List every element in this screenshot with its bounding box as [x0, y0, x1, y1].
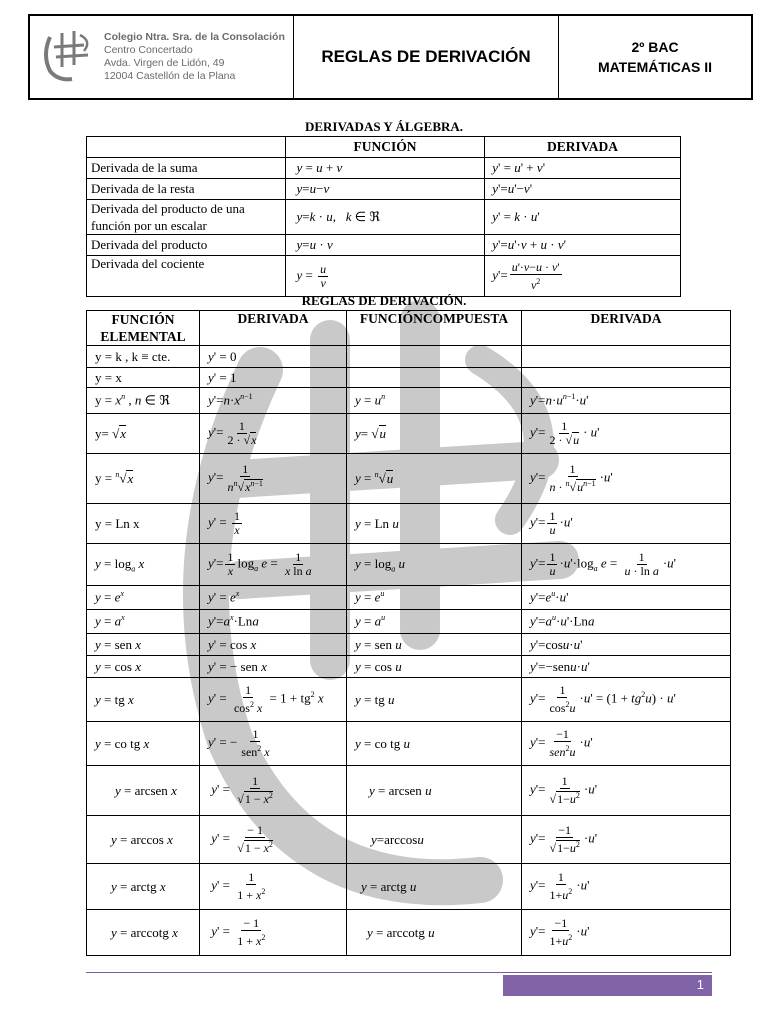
- page-header: [28, 14, 753, 100]
- table-row: Derivada de la suma y = u + v y' = u' + v': [87, 158, 681, 179]
- footer-rule: [86, 972, 712, 973]
- table-row: $y = e^x$ $y' = e^x$ $y = e^u$ $y'=e^u\cdot u'$: [87, 586, 731, 610]
- table-row: y = sen x y' = cos x y = sen u y'=cosu·u': [87, 634, 731, 656]
- table-row: y = k , k ≡ cte. y' = 0: [87, 346, 731, 368]
- table-row: Derivada del cociente y = $\frac{u}{v}$ y'= $\frac{u'\cdot v-u \cdot v'}{v^2}$: [87, 256, 681, 297]
- table-row: y = arccos x y' = $\frac{- 1}{√1 - x^2}$ y=arccosu y'= $\frac{-1}{√1-u^2}$ ·u': [87, 816, 731, 864]
- table-row: y = cos x y' = − sen x y = cos u y'=−senu·u': [87, 656, 731, 678]
- table-row: Derivada del producto y=u · v y'=u'·v + u · v': [87, 235, 681, 256]
- table-row: y = tg x y' = $\frac{1}{\cos^2 x}$ = $1 + tg^2$ x y = tg u y'= $\frac{1}{\cos^2u}$ $\cdot u' = (1 + tg^2u) \cdot u'$: [87, 678, 731, 722]
- table-row: Derivada de la resta y=u−v y'=u'−v': [87, 179, 681, 200]
- col-derivada-1: DERIVADA: [200, 311, 347, 346]
- rules-title: REGLAS DE DERIVACIÓN.: [301, 293, 467, 308]
- col-funcion-compuesta: FUNCIÓNCOMPUESTA: [347, 311, 522, 346]
- school-logo-icon: [40, 27, 98, 87]
- table-row: y = arccotg x y' = $\frac{- 1}{1 + x^2}$ y = arccotg u y'= $\frac{-1}{1+u^2}$ ·u': [87, 910, 731, 956]
- school-block: [30, 16, 294, 98]
- col-derivada-2: DERIVADA: [522, 311, 731, 346]
- page-number: 1: [696, 977, 704, 992]
- school-name: Colegio Ntra. Sra. de la Consolación: [104, 31, 285, 43]
- table-row: y = $^n$√x y'= $\frac{1}{n^n√x^{n-1}}$ y = $^n$√u y'= $\frac{1}{n \cdot ^n√u^{n-1}}$ ·u': [87, 454, 731, 504]
- school-address: Avda. Virgen de Lidón, 49: [104, 57, 225, 69]
- table-row: y = Ln x y' = $\frac{1}{x}$ y = Ln u y'= $\frac{1}{u}$ ·u': [87, 504, 731, 544]
- algebra-table: [86, 136, 681, 297]
- col-derivada: DERIVADA: [485, 137, 681, 158]
- rules-table: [86, 310, 731, 956]
- table-row: $y = a^x$ $y'=a^x\cdot Lna$ $y = a^u$ $y'=a^u\cdot u'\cdot Lna$: [87, 610, 731, 634]
- page-title: REGLAS DE DERIVACIÓN: [294, 16, 559, 98]
- table-row: y = arcsen x y' = $\frac{1}{√1 - x^2}$ y = arcsen u y'= $\frac{1}{√1-u^2}$ ·u': [87, 766, 731, 816]
- table-row: y = x y' = 1: [87, 368, 731, 388]
- table-row: y = arctg x y' = $\frac{1}{1 + x^2}$ y = arctg u y'= $\frac{1}{1+u^2}$ ·u': [87, 864, 731, 910]
- table-row: y= √x y'= $\frac{1}{2 \cdot √x}$ y= √u y'= $\frac{1}{2 \cdot √u}$ · u': [87, 414, 731, 454]
- table-row: Derivada del producto de una función por un escalar y=k · u, k ∈ ℜ y' = k · u': [87, 200, 681, 235]
- table-row: $y = x^n$ , n ∈ ℜ $y'=n\cdot x^{n-1}$ $y = u^n$ $y'=n\cdot u^{n-1}\cdot u'$: [87, 388, 731, 414]
- course-block: [559, 16, 751, 98]
- table-row: y = co tg x y' = − $\frac{1}{sen^2 x}$ y = co tg u y'= $\frac{-1}{sen^2u}$ ·u': [87, 722, 731, 766]
- col-funcion: FUNCIÓN: [286, 137, 485, 158]
- school-type: Centro Concertado: [104, 44, 193, 56]
- algebra-title: DERIVADAS Y ÁLGEBRA.: [304, 119, 464, 134]
- school-city: 12004 Castellón de la Plana: [104, 70, 236, 82]
- page-number-box: [503, 975, 712, 996]
- table-row: $y = \log_a x$ y'= $\frac{1}{x}$ $\log_a e$ = $\frac{1}{\text{x ln a}}$ $y = \log_a u$ y'= $\frac{1}{u}$ $\cdot u'\cdot\log_a$ e = $\frac{1}{\text{u · ln a}}$ ·u': [87, 544, 731, 586]
- course-level: 2º BAC: [631, 39, 679, 55]
- col-funcion-elemental: FUNCIÓN ELEMENTAL: [87, 311, 200, 346]
- course-subject: MATEMÁTICAS II: [597, 59, 713, 75]
